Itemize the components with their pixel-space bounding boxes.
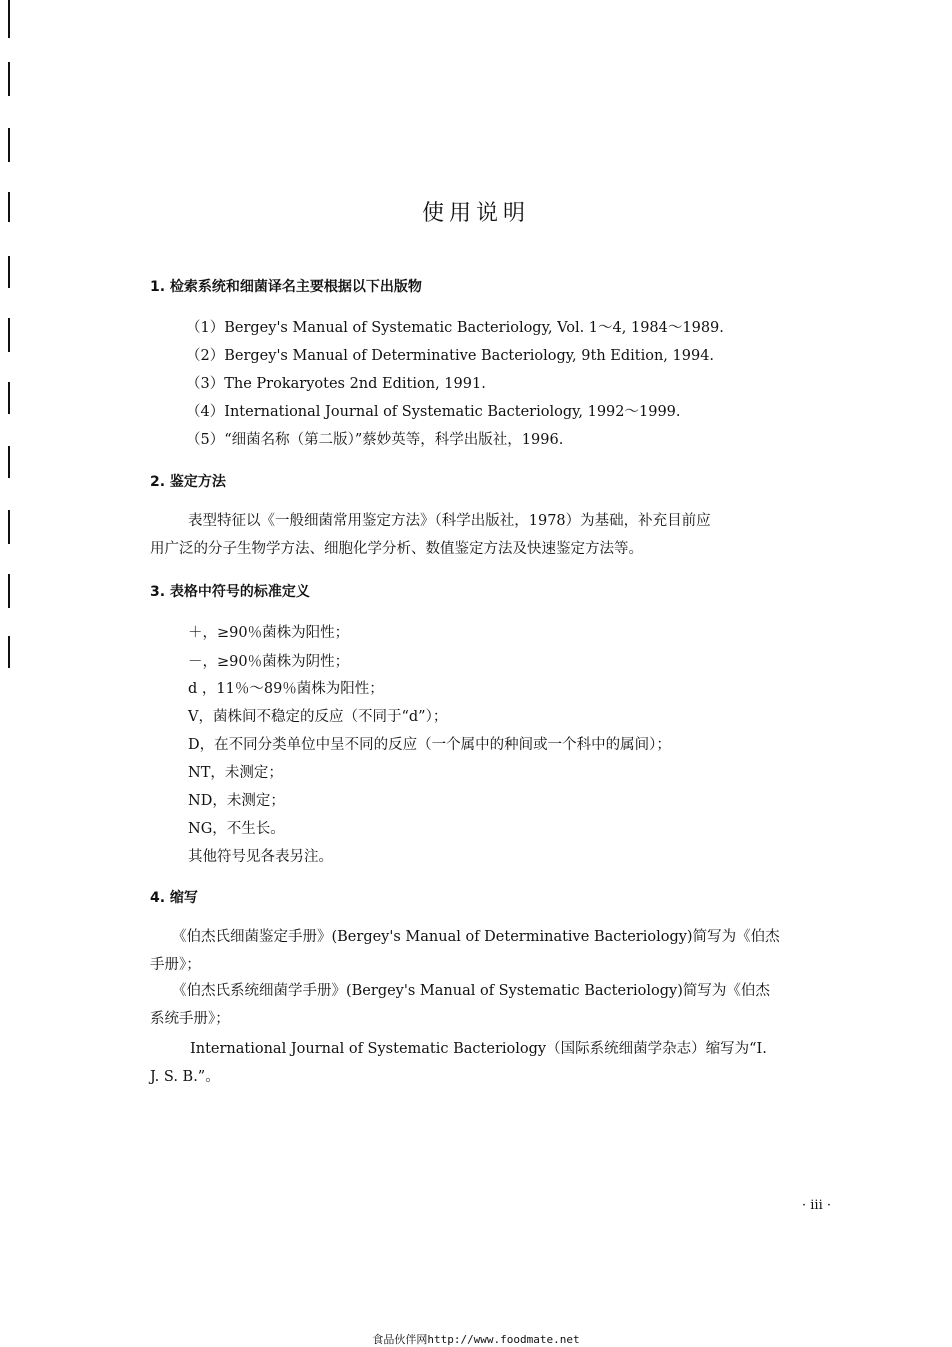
binding-mark — [8, 510, 10, 544]
publication-item: （2）Bergey's Manual of Determinative Bacteriology, 9th Edition, 1994. — [186, 348, 715, 364]
section-2-heading: 2. 鉴定方法 — [150, 474, 226, 490]
symbol-definition: ND，未测定； — [188, 793, 285, 809]
symbol-definition: ＋，≥90％菌株为阳性； — [188, 625, 350, 641]
publication-item: （5）“细菌名称（第二版）”蔡妙英等，科学出版社，1996. — [186, 432, 564, 448]
symbol-definition: V，菌株间不稳定的反应（不同于“d”）； — [188, 709, 448, 725]
binding-mark — [8, 446, 10, 478]
page-title: 使用说明 — [421, 201, 530, 226]
binding-mark — [8, 62, 10, 96]
paragraph-line: 《伯杰氏系统细菌学手册》(Bergey's Manual of Systematic Bacteriology)简写为《伯杰 — [172, 983, 770, 999]
page-number: · iii · — [802, 1198, 832, 1213]
publication-item: （1）Bergey's Manual of Systematic Bacteriology, Vol. 1～4, 1984～1989. — [186, 320, 724, 336]
paragraph-line: J. S. B.”。 — [150, 1069, 220, 1085]
binding-mark — [8, 0, 10, 38]
binding-mark — [8, 128, 10, 162]
symbol-definition: 其他符号见各表另注。 — [188, 849, 333, 865]
binding-mark — [8, 256, 10, 288]
symbol-definition: NT，未测定； — [188, 765, 283, 781]
symbol-definition: －，≥90％菌株为阴性； — [188, 654, 350, 670]
section-4-heading: 4. 缩写 — [150, 890, 198, 906]
paragraph-line: 用广泛的分子生物学方法、细胞化学分析、数值鉴定方法及快速鉴定方法等。 — [150, 541, 643, 557]
symbol-definition: D，在不同分类单位中呈不同的反应（一个属中的种间或一个科中的属间）； — [188, 737, 671, 753]
binding-mark — [8, 382, 10, 414]
symbol-definition: NG，不生长。 — [188, 821, 285, 837]
section-1-heading: 1. 检索系统和细菌译名主要根据以下出版物 — [150, 279, 422, 295]
binding-mark — [8, 574, 10, 608]
binding-mark — [8, 318, 10, 352]
section-3-heading: 3. 表格中符号的标准定义 — [150, 584, 310, 600]
paragraph-line: 系统手册》； — [150, 1011, 230, 1027]
binding-mark — [8, 636, 10, 668]
symbol-definition: d ，11％～89％菌株为阳性； — [188, 681, 384, 697]
publication-item: （4）International Journal of Systematic Bacteriology, 1992～1999. — [186, 404, 681, 420]
paragraph-line: International Journal of Systematic Bacteriology（国际系统细菌学杂志）缩写为“I. — [190, 1041, 767, 1057]
paragraph-line: 表型特征以《一般细菌常用鉴定方法》（科学出版社，1978）为基础，补充目前应 — [188, 513, 711, 529]
watermark-text: 食品伙伴网http://www.foodmate.net — [372, 1333, 580, 1346]
paragraph-line: 《伯杰氏细菌鉴定手册》(Bergey's Manual of Determinative Bacteriology)简写为《伯杰 — [172, 929, 780, 945]
publication-item: （3）The Prokaryotes 2nd Edition, 1991. — [186, 376, 486, 392]
paragraph-line: 手册》； — [150, 957, 201, 973]
